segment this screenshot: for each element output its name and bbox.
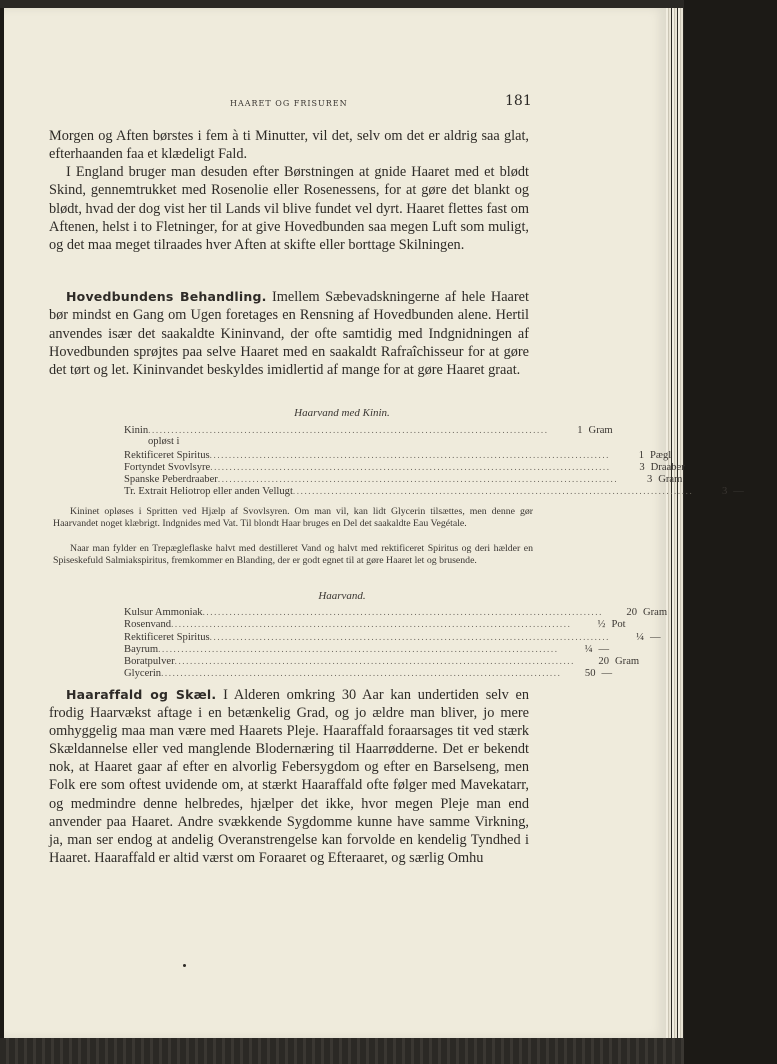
paragraph-text: I England bruger man desuden efter Børstningen at gnide Haaret med et blødt Skind, gennemtrukket med Rosenolie eller Rosenessens, for at gøre det blankt og blødt, hvad der dog vist her til Lands vil blive fundet vel dyrt. Haaret flettes fast om Aftenen, helst i to Fletninger, for at give Hovedbunden saa megen Luft som muligt, og det maa meget tilraades hver Aften at skifte eller borttage Skilningen. xyxy=(49,164,529,254)
ingredient-unit: — xyxy=(601,668,613,680)
section-heading: Haaraffald og Skæl. xyxy=(66,687,217,702)
running-head: HAARET OG FRISUREN xyxy=(230,99,348,108)
recipe-row xyxy=(124,449,672,461)
recipe-row xyxy=(124,655,640,668)
ingredient-name: Bayrum xyxy=(124,643,159,655)
ingredient-amount: ¼ xyxy=(584,643,593,655)
ingredient-unit: — xyxy=(733,486,744,498)
note-1: Kininet opløses i Spritten ved Hjælp af Svovlsyren. Om man vil, kan lidt Glycerin tilsættes, men denne gør Haarvandet noget klæbrigt. Indgnides med Vat. Til blondt Haar bruges en Del det saakaldte Eau Vegétale. xyxy=(53,506,533,529)
ingredient-name: Fortyndet Svovlsyre xyxy=(124,461,211,473)
leader-dots: ........................................................................................................ xyxy=(292,486,694,497)
recipe-row xyxy=(124,631,661,643)
recipe-row xyxy=(124,606,668,618)
ingredient-amount: 1 xyxy=(577,425,583,436)
ingredient-amount: 20 xyxy=(598,656,610,668)
ingredient-name: Boratpulver xyxy=(124,656,175,668)
note-2: Naar man fylder en Trepægleflaske halvt med destilleret Vand og halvt med rektificeret Spiritus og deri hælder en Spiseskefuld Salmiakspiritus, fremkommer en Blanding, der er godt egnet til at gøre Haaret let og brusende. xyxy=(53,543,533,566)
section-heading: Hovedbundens Behandling. xyxy=(66,289,267,304)
leader-dots: ........................................................................................................ xyxy=(161,668,562,679)
ingredient-unit: — xyxy=(598,643,610,655)
recipe-row xyxy=(124,618,626,631)
ingredient-amount: ½ xyxy=(597,619,606,631)
page-number: 181 xyxy=(505,93,532,109)
ingredient-amount: 1 xyxy=(638,449,645,461)
recipe-row xyxy=(124,461,685,473)
ingredient-name: Rektificeret Spiritus xyxy=(124,449,210,461)
ingredient-name: Kinin xyxy=(124,425,149,436)
scan-bottom-border xyxy=(0,1038,684,1064)
leader-dots: ........................................................................................................ xyxy=(148,425,549,435)
recipe-list xyxy=(124,424,744,498)
leader-dots: ........................................................................................................ xyxy=(209,449,611,460)
paragraph-text: I Alderen omkring 30 Aar kan undertiden selv en frodig Haarvækst aftage i en betænkelig Grad, og jo ældre man bliver, jo mere omhyggelig maa man være med Haarets Pleje. Haaraffald foraarsages tit ved stærk Skældannelse eller ved manglende Blodernæring til Haarrødderne. Det er bekendt nok, at Haaret gaar af efter en alvorlig Febersygdom og efter en Barselseng, men Folk ere som oftest uvidende om, at stærkt Haaraffald ofte følger med Mavekatarr, og medmindre denne helbredes, hjælper det ikke, hvor megen Pleje man end anvender paa Haaret. Andre svækkende Sygdomme kunne have samme Virkning, ja, man ser endog at andelig Overanstrengelse kan forvolde en kendelig Tyndhed i Haaret. Haaraffald er altid værst om Foraaret og Efteraaret, og særlig Omhu xyxy=(49,687,529,866)
leader-dots: ........................................................................................................ xyxy=(171,619,572,630)
ingredient-unit: Pægl xyxy=(650,449,672,461)
ingredient-amount: 3 xyxy=(639,461,645,473)
ingredient-amount: 3 xyxy=(722,486,728,498)
ingredient-name: Rosenvand xyxy=(124,619,172,631)
paragraph-2 xyxy=(49,163,529,254)
paragraph-text: Morgen og Aften børstes i fem à ti Minutter, vil det, selv om det er aldrig saa glat, efterhaanden faa et klædeligt Fald. xyxy=(49,128,529,163)
scan-top-border xyxy=(0,0,684,8)
page-edge xyxy=(666,8,684,1038)
paragraph-3 xyxy=(49,288,529,379)
paragraph-4 xyxy=(49,686,529,867)
ingredient-name: Rektificeret Spiritus xyxy=(124,631,210,643)
ingredient-name: Tr. Extrait Heliotrop eller anden Vellugt xyxy=(124,486,293,498)
ingredient-name: Glycerin xyxy=(124,668,162,680)
ingredient-unit: Pot xyxy=(611,619,626,631)
leader-dots: ........................................................................................................ xyxy=(202,607,603,617)
paragraph-text: Imellem Sæbevadskningerne af hele Haaret bør mindst en Gang om Ugen foretages en Rensning af Hovedbunden alene. Hertil anvendes især det saakaldte Kininvand, der ofte samtidig med Indgnidningen af Hovedbunden sprøjtes paa selve Haaret med en saakaldt Rafraîchisseur for at gøre det tørt og let. Kininvandet beskyldes imidlertid af mange for at gøre Haaret graat. xyxy=(49,289,529,379)
ingredient-amount: 3 xyxy=(646,474,653,486)
ingredient-unit: Gram xyxy=(658,474,683,486)
ingredient-unit: — xyxy=(650,631,661,643)
leader-dots: ........................................................................................................ xyxy=(209,631,611,642)
ingredient-unit: Draaber xyxy=(650,461,685,473)
ingredient-name: Kulsur Ammoniak xyxy=(124,607,203,618)
recipe-list xyxy=(124,606,668,680)
ingredient-name: Spanske Peberdraaber xyxy=(124,474,218,486)
recipe-title: Haarvand med Kinin. xyxy=(294,407,390,419)
leader-dots: ........................................................................................................ xyxy=(174,656,576,667)
ingredient-amount: 50 xyxy=(584,668,596,680)
recipe-row xyxy=(124,643,610,655)
ingredient-unit: Gram xyxy=(642,607,668,618)
recipe-title: Haarvand. xyxy=(318,590,366,602)
ingredient-unit: Gram xyxy=(615,656,640,668)
recipe-row xyxy=(124,485,744,498)
paragraph-1 xyxy=(49,127,529,164)
ingredient-name: opløst i xyxy=(148,436,180,448)
leader-dots: ........................................................................................................ xyxy=(217,474,619,485)
leader-dots: ........................................................................................................ xyxy=(158,643,559,654)
ingredient-amount: ¼ xyxy=(636,631,645,643)
recipe-row xyxy=(124,436,464,448)
ink-speck xyxy=(183,964,186,967)
recipe-row xyxy=(124,667,613,680)
leader-dots: ........................................................................................................ xyxy=(210,461,611,472)
ingredient-amount: 20 xyxy=(626,607,637,618)
recipe-row xyxy=(124,424,613,436)
ingredient-unit: Gram xyxy=(588,425,613,436)
recipe-row xyxy=(124,473,683,486)
